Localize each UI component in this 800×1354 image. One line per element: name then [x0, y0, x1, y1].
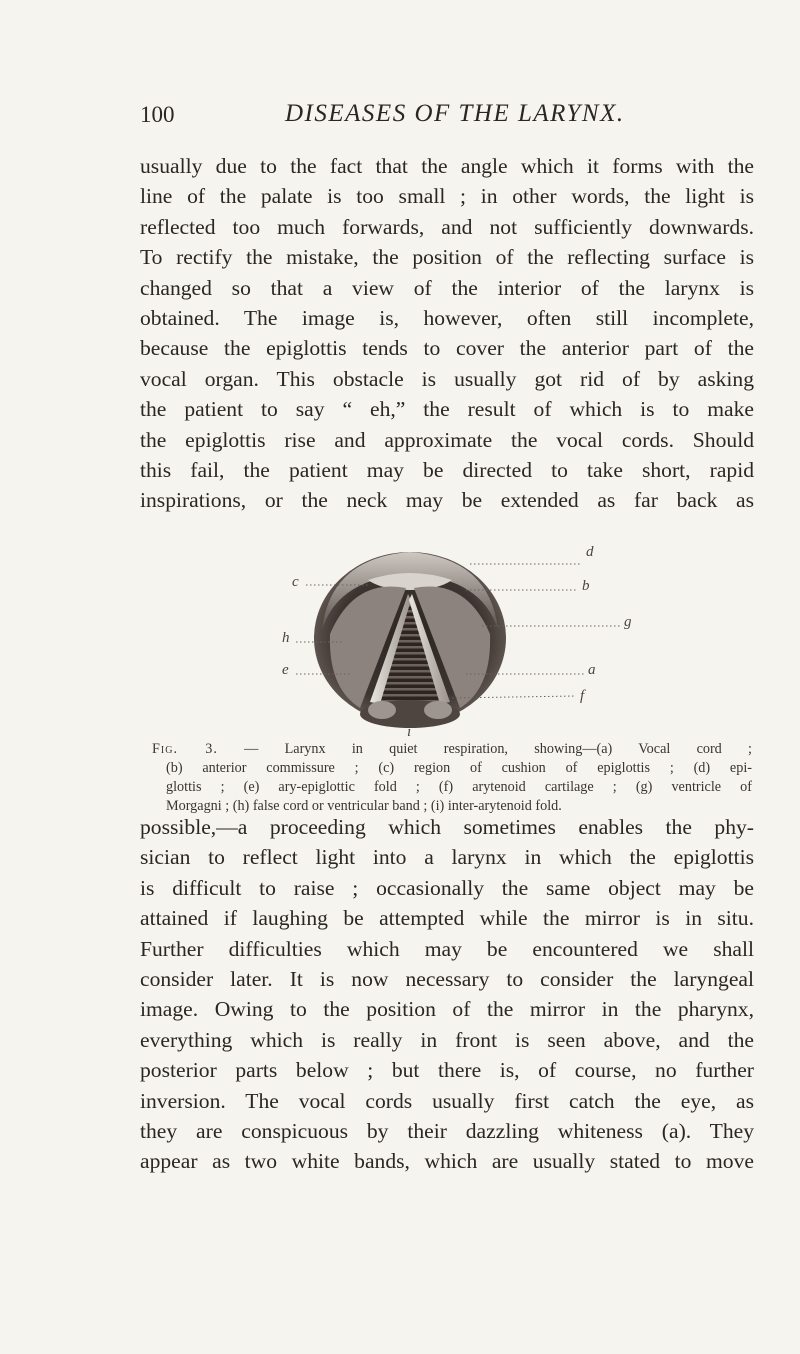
text-line: appear as two white bands, which are usually stated to move	[140, 1149, 754, 1174]
text-line: posterior parts below ; but there is, of course, no further	[140, 1058, 754, 1083]
larynx-figure	[270, 538, 670, 738]
caption-lead: Fig. 3.	[152, 741, 218, 757]
caption-line-1: — Larynx in quiet respiration, showing—(a) Vocal cord ;	[244, 741, 752, 757]
paragraph-1	[140, 151, 754, 516]
arytenoid-left	[368, 701, 396, 719]
caption-line-3: glottis ; (e) ary-epiglottic fold ; (f) arytenoid cartilage ; (g) ventricle of	[166, 779, 752, 795]
label-c: c	[292, 574, 299, 590]
text-line: vocal organ. This obstacle is usually got rid of by asking	[140, 366, 754, 391]
caption-line-2: (b) anterior commissure ; (c) region of cushion of epiglottis ; (d) epi-	[166, 760, 752, 776]
text-line: usually due to the fact that the angle which it forms with the	[140, 154, 754, 178]
text-line: they are conspicuous by their dazzling whiteness (a). They	[140, 1119, 754, 1144]
label-h: h	[282, 630, 290, 646]
text-line: inversion. The vocal cords usually first catch the eye, as	[140, 1088, 754, 1113]
label-a: a	[588, 662, 596, 678]
figure-caption	[152, 740, 752, 816]
arytenoid-right	[424, 701, 452, 719]
text-line: Further difficulties which may be encountered we shall	[140, 936, 754, 961]
text-line: because the epiglottis tends to cover the anterior part of the	[140, 336, 754, 361]
text-line: line of the palate is too small ; in other words, the light is	[140, 184, 754, 209]
text-line: inspirations, or the neck may be extended as far back as	[140, 488, 754, 513]
label-i: i	[407, 724, 412, 740]
text-line: sician to reflect light into a larynx in which the epiglottis	[140, 845, 754, 870]
running-title: DISEASES OF THE LARYNX.	[285, 100, 625, 127]
text-line: the patient to say “ eh,” the result of which is to make	[140, 397, 754, 422]
label-b: b	[582, 578, 590, 594]
text-line: changed so that a view of the interior of the larynx is	[140, 275, 754, 300]
text-line: everything which is really in front is seen above, and the	[140, 1027, 754, 1052]
label-g: g	[624, 614, 632, 630]
text-line: this fail, the patient may be directed to take short, rapid	[140, 458, 754, 483]
text-line: consider later. It is now necessary to consider the laryngeal	[140, 967, 754, 992]
text-line: image. Owing to the position of the mirror in the pharynx,	[140, 997, 754, 1022]
text-line: To rectify the mistake, the position of the reflecting surface is	[140, 245, 754, 270]
text-line: reflected too much forwards, and not sufficiently downwards.	[140, 214, 754, 239]
caption-line-4: Morgagni ; (h) false cord or ventricular band ; (i) inter-arytenoid fold.	[166, 798, 562, 814]
label-f: f	[580, 688, 585, 704]
running-head	[140, 100, 754, 140]
larynx-illustration	[270, 538, 670, 738]
label-e: e	[282, 662, 289, 678]
text-line: obtained. The image is, however, often still incomplete,	[140, 306, 754, 331]
text-line: possible,—a proceeding which sometimes enables the phy-	[140, 815, 754, 839]
text-line: the epiglottis rise and approximate the vocal cords. Should	[140, 427, 754, 452]
text-line: is difficult to raise ; occasionally the same object may be	[140, 875, 754, 900]
page-number: 100	[140, 102, 175, 127]
text-line: attained if laughing be attempted while the mirror is in situ.	[140, 906, 754, 931]
paragraph-2	[140, 812, 754, 1177]
label-d: d	[586, 544, 594, 560]
caption-line	[152, 740, 752, 759]
